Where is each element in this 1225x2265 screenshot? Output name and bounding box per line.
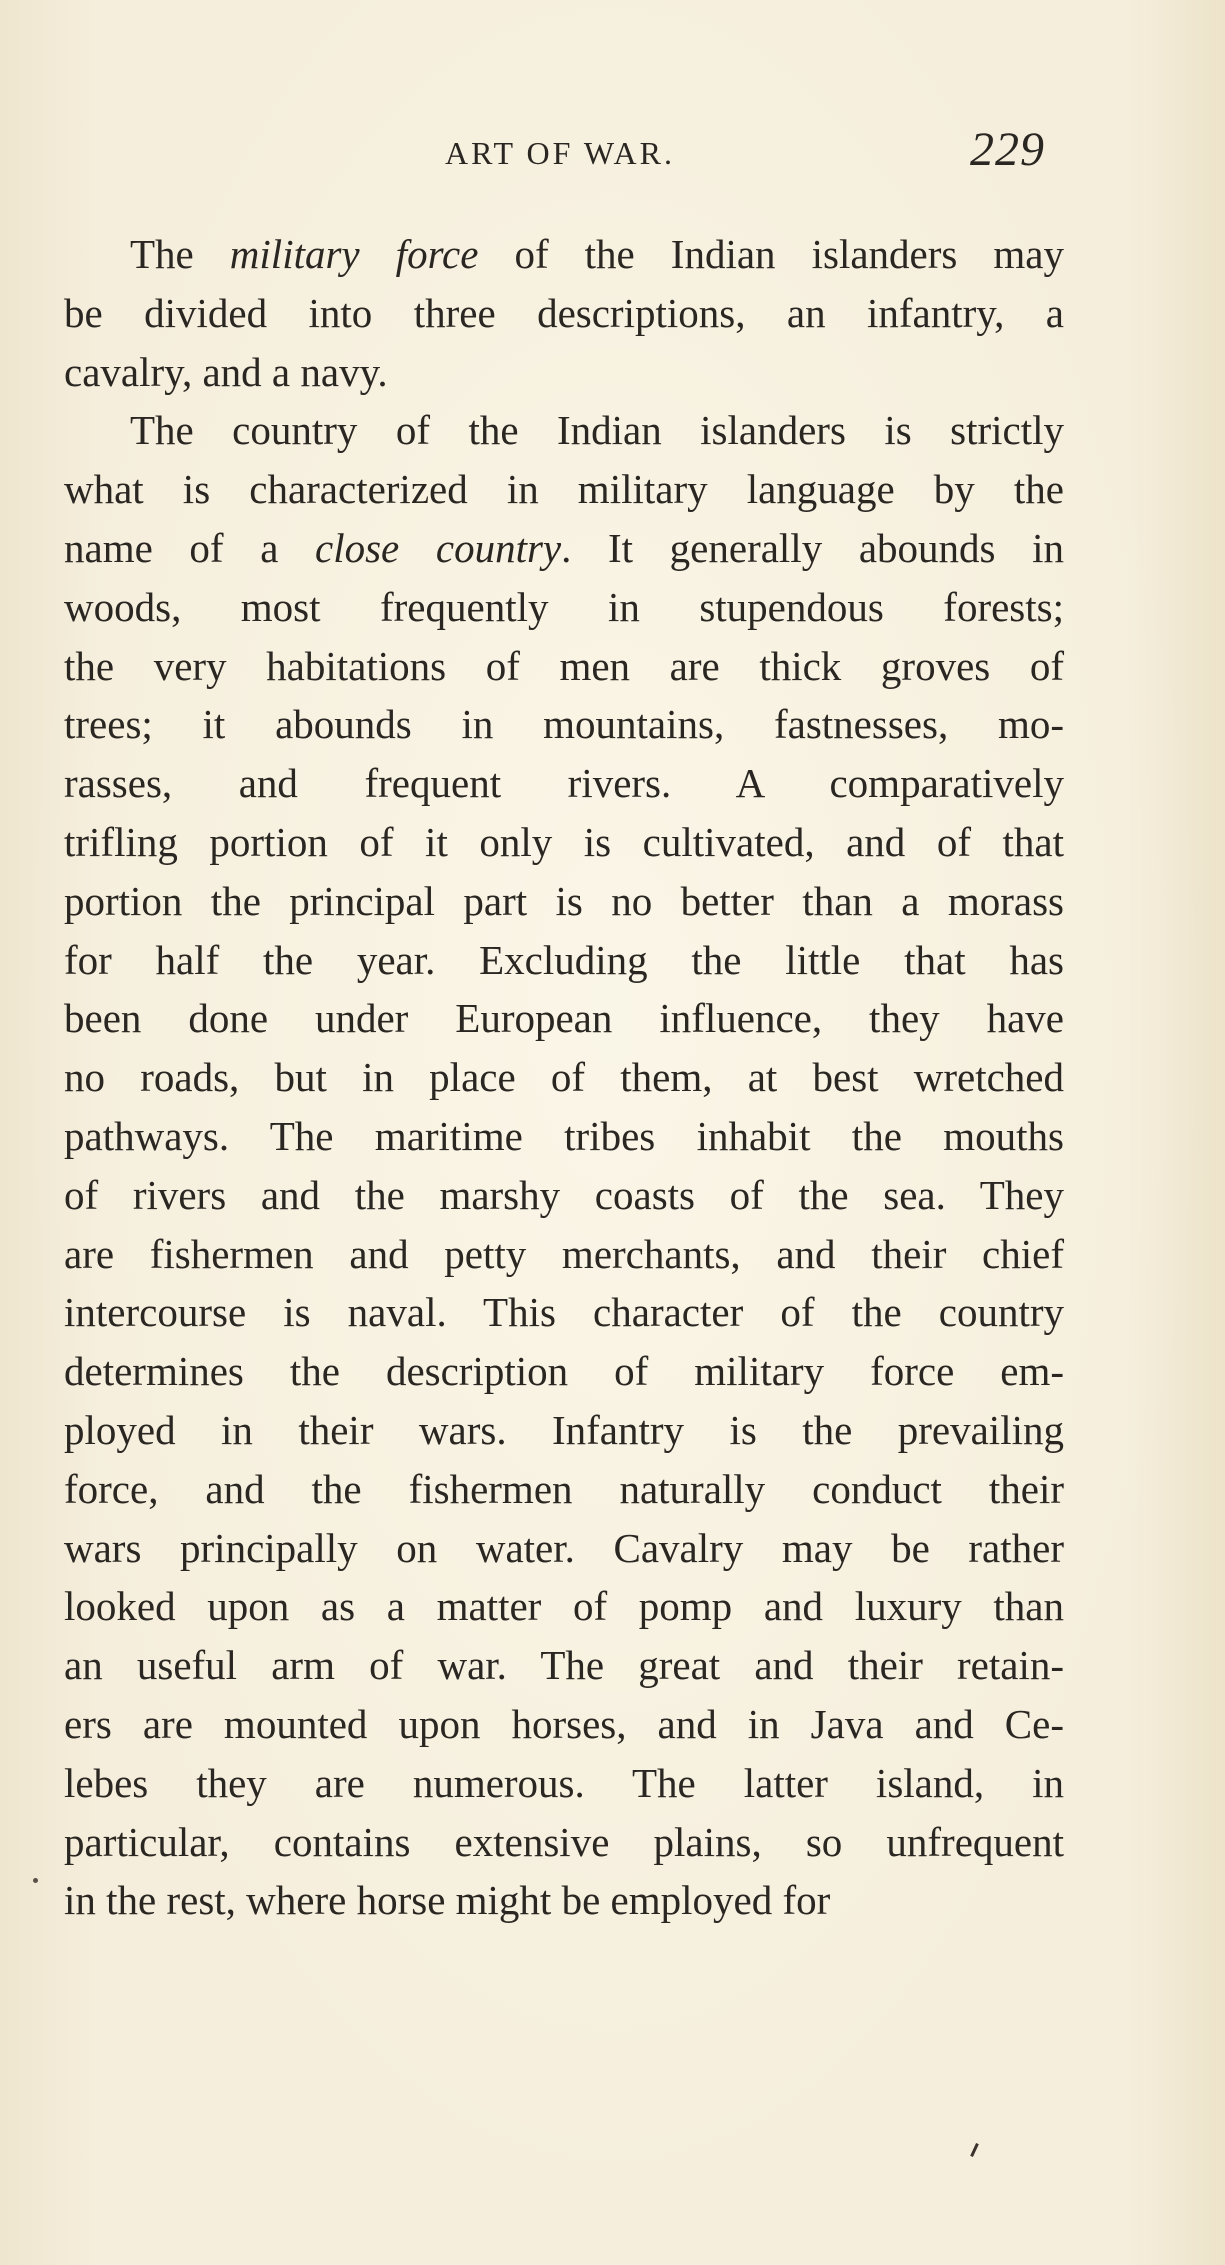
- text-line: [64, 1519, 1064, 1578]
- text-line: [64, 225, 1064, 284]
- text-run: are fishermen and petty merchants, and their chief: [64, 1230, 1064, 1277]
- text-line: [64, 284, 1064, 343]
- text-run: ers are mounted upon horses, and in Java and Ce-: [64, 1700, 1064, 1747]
- text-line: [64, 1342, 1064, 1401]
- text-line: [64, 1813, 1064, 1872]
- text-line: [64, 1283, 1064, 1342]
- body-text: [64, 225, 1064, 1930]
- text-line: [64, 1636, 1064, 1695]
- text-line: [64, 637, 1064, 696]
- text-run: determines the description of military force em-: [64, 1348, 1064, 1395]
- text-line: [64, 401, 1064, 460]
- page-number: 229: [970, 123, 1045, 176]
- text-line: [64, 1166, 1064, 1225]
- text-run: in the rest, where horse might be employed for: [64, 1877, 831, 1924]
- text-line: [64, 343, 1064, 402]
- text-run: the very habitations of men are thick groves of: [64, 642, 1064, 689]
- text-run: lebes they are numerous. The latter island, in: [64, 1759, 1064, 1806]
- text-run: cavalry, and a navy.: [64, 348, 388, 395]
- paragraph: [64, 225, 1064, 401]
- italic-phrase: close country: [315, 524, 562, 571]
- text-run: no roads, but in place of them, at best wretched: [64, 1054, 1064, 1101]
- text-line: [64, 1460, 1064, 1519]
- text-run: portion the principal part is no better than a morass: [64, 877, 1064, 924]
- text-run: trees; it abounds in mountains, fastnesses, mo-: [64, 701, 1064, 748]
- text-run: what is characterized in military language by the: [64, 466, 1064, 513]
- text-line: [64, 1754, 1064, 1813]
- text-line: [64, 989, 1064, 1048]
- italic-phrase: military force: [229, 231, 479, 277]
- text-line: [64, 695, 1064, 754]
- text-line: [64, 1695, 1064, 1754]
- text-line: [64, 872, 1064, 931]
- text-run: force, and the fishermen naturally conduct their: [64, 1465, 1064, 1512]
- running-title: ART OF WAR.: [445, 135, 675, 171]
- text-run: of the Indian islanders may: [478, 231, 1064, 277]
- text-run: The country of the Indian islanders is strictly: [130, 407, 1064, 454]
- text-run: looked upon as a matter of pomp and luxury than: [64, 1583, 1064, 1630]
- text-line: [64, 1107, 1064, 1166]
- text-run: pathways. The maritime tribes inhabit the mouths: [64, 1112, 1064, 1159]
- text-run: . It generally abounds in: [561, 524, 1064, 571]
- text-run: intercourse is naval. This character of the country: [64, 1289, 1064, 1336]
- text-run: rasses, and frequent rivers. A comparatively: [64, 760, 1064, 807]
- text-line: [64, 1225, 1064, 1284]
- text-line: [64, 519, 1064, 578]
- text-run: of rivers and the marshy coasts of the sea. They: [64, 1171, 1064, 1218]
- paper-speck: [33, 1878, 38, 1883]
- paragraph: [64, 401, 1064, 1930]
- text-run: particular, contains extensive plains, so unfrequent: [64, 1818, 1064, 1865]
- text-run: been done under European influence, they have: [64, 995, 1064, 1042]
- text-run: trifling portion of it only is cultivated, and of that: [64, 818, 1064, 865]
- text-line: [64, 754, 1064, 813]
- ink-mark: [970, 2143, 979, 2157]
- text-run: woods, most frequently in stupendous forests;: [64, 583, 1064, 630]
- text-run: name of a: [64, 524, 316, 571]
- text-line: [64, 460, 1064, 519]
- text-run: The: [130, 231, 230, 277]
- text-line: [64, 1871, 1064, 1930]
- text-line: [64, 1401, 1064, 1460]
- text-line: [64, 813, 1064, 872]
- text-line: [64, 931, 1064, 990]
- text-run: an useful arm of war. The great and their retain-: [64, 1642, 1064, 1689]
- text-run: ployed in their wars. Infantry is the prevailing: [64, 1406, 1064, 1453]
- text-run: for half the year. Excluding the little that has: [64, 936, 1064, 983]
- text-run: wars principally on water. Cavalry may be rather: [64, 1524, 1064, 1571]
- text-line: [64, 578, 1064, 637]
- text-line: [64, 1048, 1064, 1107]
- text-line: [64, 1577, 1064, 1636]
- text-run: be divided into three descriptions, an infantry, a: [64, 289, 1064, 336]
